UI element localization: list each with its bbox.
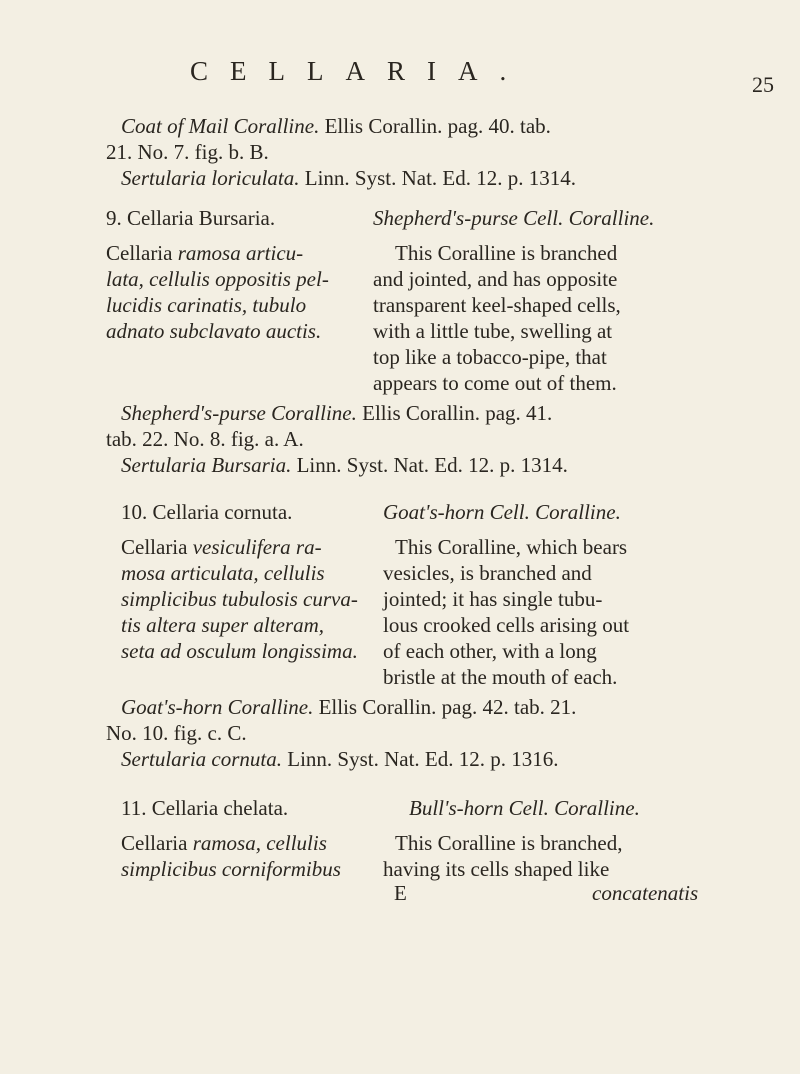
english-description-line: This Coralline is branched, (395, 831, 623, 855)
latin-description-line: tis altera super alteram, (121, 613, 324, 637)
english-description-line: and jointed, and has opposite (373, 267, 618, 291)
reference-line: Sertularia loriculata. Linn. Syst. Nat. Ed. 12. p. 1314. (121, 166, 576, 190)
latin-description-line: adnato subclavato auctis. (106, 319, 322, 343)
latin-description-line: simplicibus corniformibus (121, 857, 341, 881)
english-heading: Bull's-horn Cell. Coralline. (409, 796, 640, 820)
species-heading: 10. Cellaria cornuta. (121, 500, 293, 524)
catchword: concatenatis (592, 881, 699, 905)
page-number: 25 (752, 72, 774, 97)
english-description-line: of each other, with a long (383, 639, 597, 663)
english-description-line: with a little tube, swelling at (373, 319, 613, 343)
reference-line: Sertularia Bursaria. Linn. Syst. Nat. Ed. 12. p. 1314. (121, 453, 568, 477)
english-heading: Shepherd's-purse Cell. Coralline. (373, 206, 655, 230)
latin-description-line: seta ad osculum longissima. (121, 639, 358, 663)
english-description-line: This Coralline is branched (395, 241, 618, 265)
reference-line: Goat's-horn Coralline. Ellis Corallin. pag. 42. tab. 21. (121, 695, 577, 719)
latin-description-line: mosa articulata, cellulis (121, 561, 325, 585)
english-description-line: transparent keel-shaped cells, (373, 293, 621, 317)
latin-description-line: simplicibus tubulosis curva- (121, 587, 358, 611)
english-description-line: This Coralline, which bears (395, 535, 628, 559)
latin-description-line: lata, cellulis oppositis pel- (106, 267, 329, 291)
signature-mark: E (394, 881, 407, 905)
reference-line: tab. 22. No. 8. fig. a. A. (106, 427, 304, 451)
running-head (0, 50, 800, 97)
english-heading: Goat's-horn Cell. Coralline. (383, 500, 621, 524)
running-title: CELLARIA. (190, 56, 529, 86)
latin-description-line: Cellaria ramosa, cellulis (121, 831, 327, 855)
reference-line: Sertularia cornuta. Linn. Syst. Nat. Ed. 12. p. 1316. (121, 747, 559, 771)
english-description-line: lous crooked cells arising out (383, 613, 630, 637)
english-description-line: jointed; it has single tubu- (383, 587, 603, 611)
reference-line: 21. No. 7. fig. b. B. (106, 140, 269, 164)
reference-line: Shepherd's-purse Coralline. Ellis Corallin. pag. 41. (121, 401, 553, 425)
english-description-line: vesicles, is branched and (383, 561, 592, 585)
reference-line: No. 10. fig. c. C. (106, 721, 247, 745)
english-description-line: top like a tobacco-pipe, that (373, 345, 607, 369)
english-description-line: having its cells shaped like (383, 857, 610, 881)
english-description-line: bristle at the mouth of each. (383, 665, 618, 689)
latin-description-line: Cellaria vesiculifera ra- (121, 535, 322, 559)
species-heading: 11. Cellaria chelata. (121, 796, 289, 820)
english-description-line: appears to come out of them. (373, 371, 617, 395)
latin-description-line: lucidis carinatis, tubulo (106, 293, 307, 317)
reference-line: Coat of Mail Coralline. Ellis Corallin. pag. 40. tab. (121, 114, 551, 138)
latin-description-line: Cellaria ramosa articu- (106, 241, 304, 265)
species-heading: 9. Cellaria Bursaria. (106, 206, 276, 230)
